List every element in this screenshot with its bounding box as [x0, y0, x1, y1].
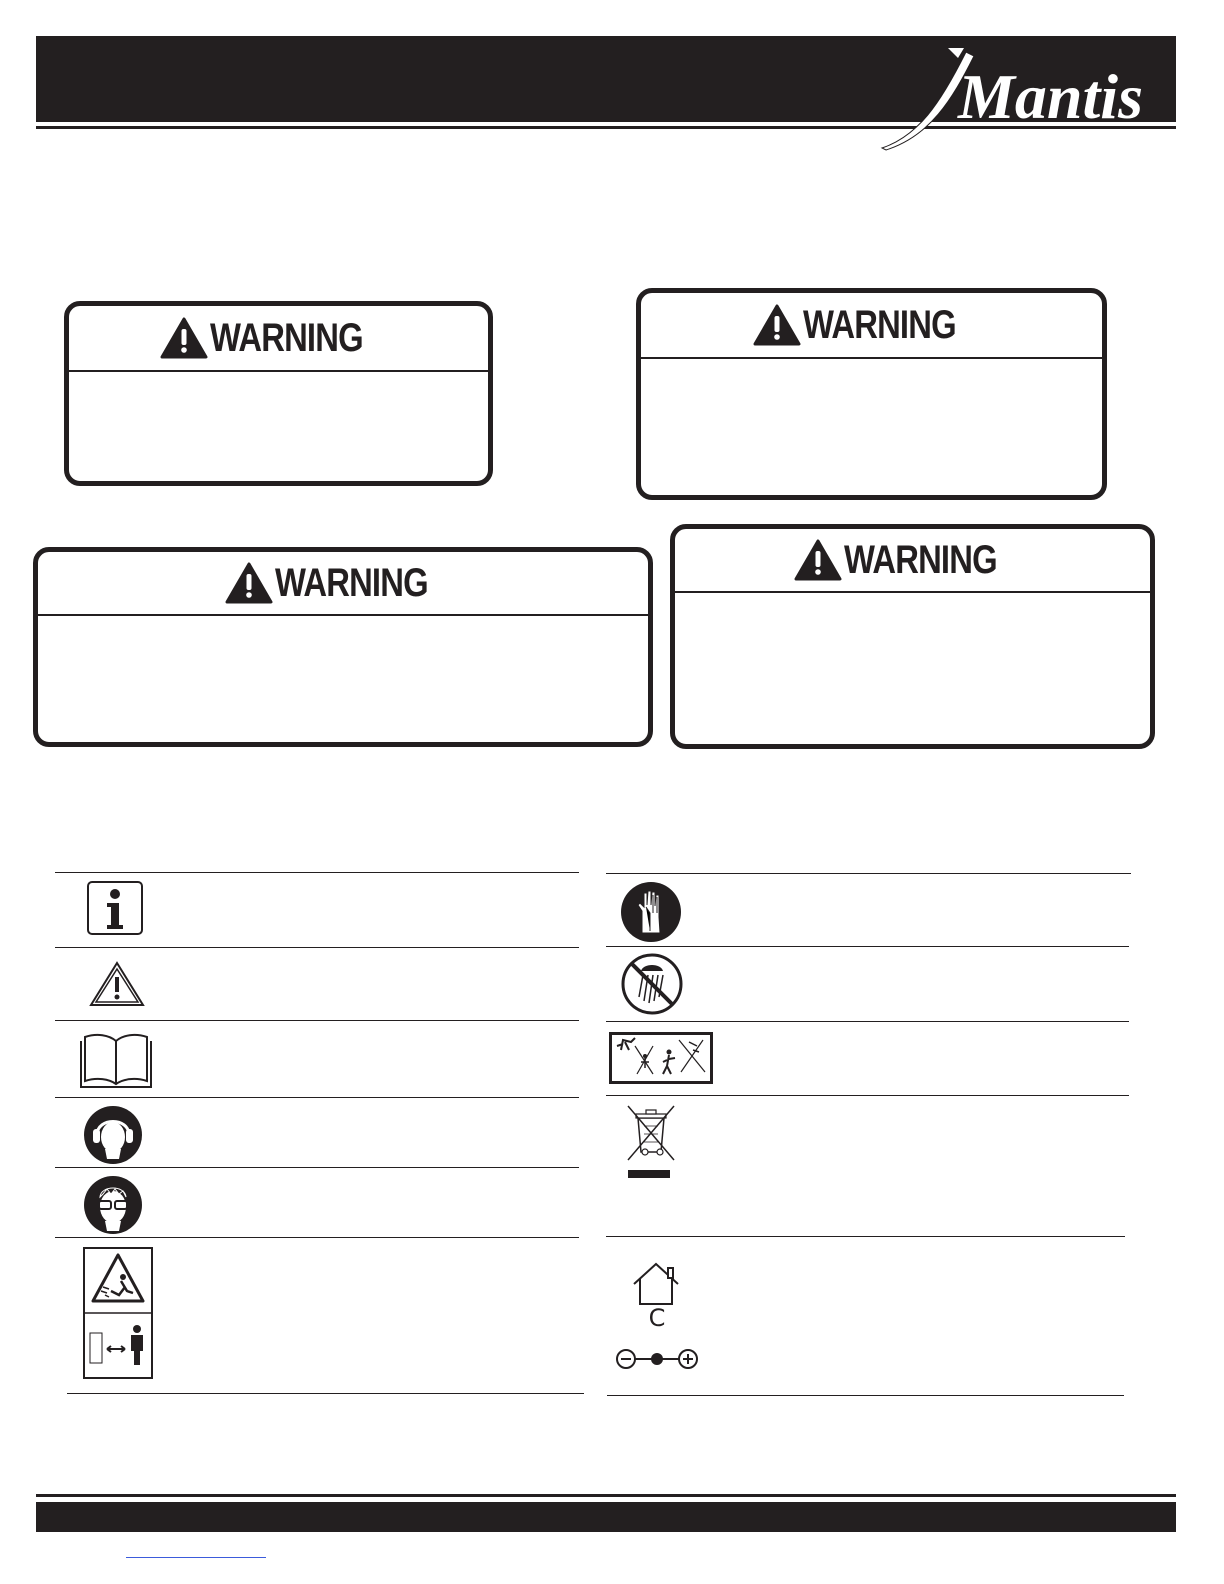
- exclamation-triangle-icon: [753, 304, 801, 346]
- exclamation-triangle-icon: [160, 317, 208, 359]
- table-rule: [55, 947, 579, 948]
- caution-triangle-icon: [89, 961, 145, 1007]
- warning-heading: WARNING: [844, 537, 998, 582]
- table-rule: [67, 1393, 584, 1394]
- weee-crossed-bin-icon: [624, 1104, 678, 1182]
- table-rule: [55, 1097, 579, 1098]
- house-icon: [612, 1260, 704, 1308]
- no-rain-icon: [621, 953, 683, 1015]
- table-rule: [55, 1167, 579, 1168]
- center-positive-polarity-icon: [612, 1346, 704, 1372]
- exclamation-triangle-icon: [225, 562, 273, 604]
- table-rule: [55, 1020, 579, 1021]
- keep-bystanders-away-icon: [609, 1032, 713, 1084]
- table-rule: [606, 1236, 1125, 1237]
- ear-protection-icon: [83, 1105, 143, 1165]
- warning-heading: WARNING: [210, 315, 364, 360]
- warning-label-4: [670, 524, 1155, 749]
- table-rule: [607, 1395, 1124, 1396]
- mantis-logo: [878, 44, 1148, 156]
- wear-gloves-icon: [620, 881, 682, 943]
- table-rule: [606, 946, 1129, 947]
- warning-label-3: [33, 547, 653, 747]
- indoor-use-center-positive-icon: [612, 1260, 704, 1374]
- table-rule: [55, 1237, 579, 1238]
- warning-heading: WARNING: [803, 302, 957, 347]
- house-label: C: [648, 1304, 666, 1332]
- table-rule: [55, 872, 579, 873]
- logo-wordmark: Mantis: [958, 61, 1143, 132]
- warning-label-2: [636, 288, 1107, 500]
- information-icon: [87, 881, 143, 935]
- read-manual-icon: [79, 1031, 153, 1089]
- footer-bar: [36, 1502, 1176, 1532]
- thrown-objects-keep-distance-icon: [83, 1247, 153, 1379]
- warning-label-1: [64, 301, 493, 486]
- table-rule: [606, 1095, 1129, 1096]
- footer-link-underline[interactable]: [126, 1557, 266, 1558]
- table-rule: [606, 873, 1131, 874]
- warning-heading: WARNING: [274, 560, 428, 605]
- table-rule: [606, 1021, 1129, 1022]
- exclamation-triangle-icon: [794, 539, 842, 581]
- eye-protection-icon: [83, 1175, 143, 1235]
- footer-rule: [36, 1494, 1176, 1497]
